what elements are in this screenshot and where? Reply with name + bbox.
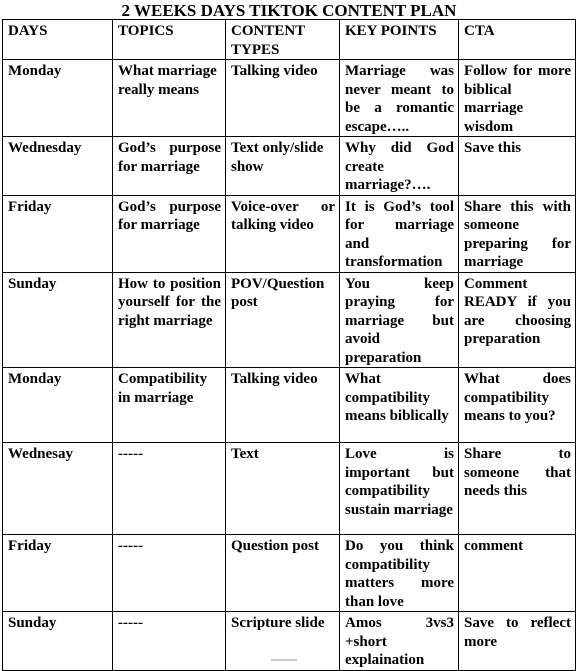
header-content-types: CONTENT TYPES (226, 20, 340, 60)
key-points-cell: Do you think compatibility matters more than love (340, 535, 459, 612)
topic-cell: God’s purpose for marriage (113, 195, 226, 272)
table-row (3, 60, 576, 137)
page-title: 2 WEEKS DAYS TIKTOK CONTENT PLAN (121, 1, 457, 20)
day-cell: Monday (3, 368, 113, 443)
key-points-cell: It is God’s tool for marriage and transformation (340, 195, 459, 272)
topic-cell: ----- (113, 612, 226, 671)
key-points-cell: You keep praying for marriage but avoid preparation (340, 272, 459, 368)
table-row (3, 612, 576, 671)
key-points-cell (340, 368, 459, 443)
cta-cell: Comment READY if you are choosing preparation (459, 272, 576, 368)
topic-cell: God’s purpose for marriage (113, 137, 226, 196)
header-cta: CTA (459, 20, 576, 60)
content-type-cell: Scripture slide (226, 612, 340, 671)
content-type-cell: Question post (226, 535, 340, 612)
day-cell: Friday (3, 195, 113, 272)
table-row (3, 195, 576, 272)
content-type-cell: Talking video (226, 368, 340, 443)
topic-cell: Compatibility in marriage (113, 368, 226, 443)
key-points-cell: Love is important but compatibility sustain marriage (340, 443, 459, 535)
table-row (3, 368, 576, 443)
cta-cell: Share to someone that needs this (459, 443, 576, 535)
topic-cell: ----- (113, 443, 226, 535)
table-row (3, 272, 576, 368)
key-points-cell: Why did God create marriage?…. (340, 137, 459, 196)
table-header-row (3, 20, 576, 60)
content-type-cell: Voice-over or talking video (226, 195, 340, 272)
content-type-cell: POV/Question post (226, 272, 340, 368)
day-cell: Wednesday (3, 137, 113, 196)
cta-cell: comment (459, 535, 576, 612)
topic-cell: ----- (113, 535, 226, 612)
content-type-cell: Talking video (226, 60, 340, 137)
cta-cell: Share this with someone preparing for marriage (459, 195, 576, 272)
day-cell: Friday (3, 535, 113, 612)
key-points-cell: Amos 3vs3 +short explaination (340, 612, 459, 671)
cta-cell: Save to reflect more (459, 612, 576, 671)
day-cell: Wednesay (3, 443, 113, 535)
table-row (3, 137, 576, 196)
day-cell: Sunday (3, 612, 113, 671)
header-topics: TOPICS (113, 20, 226, 60)
topic-cell: How to position yourself for the right marriage (113, 272, 226, 368)
content-plan-table (2, 19, 576, 671)
cta-cell: What does compatibility means to you? (459, 368, 576, 443)
day-cell: Sunday (3, 272, 113, 368)
topic-cell: What marriage really means (113, 60, 226, 137)
cta-cell: Save this (459, 137, 576, 196)
cta-cell: Follow for more biblical marriage wisdom (459, 60, 576, 137)
table-row (3, 443, 576, 535)
header-key-points: KEY POINTS (340, 20, 459, 60)
key-points-cell: Marriage was never meant to be a romantic escape….. (340, 60, 459, 137)
key-points-text: What compatibility means biblically (345, 371, 449, 424)
table-row (3, 535, 576, 612)
day-cell: Monday (3, 60, 113, 137)
content-type-cell: Text (226, 443, 340, 535)
content-type-cell: Text only/slide show (226, 137, 340, 196)
header-days: DAYS (3, 20, 113, 60)
